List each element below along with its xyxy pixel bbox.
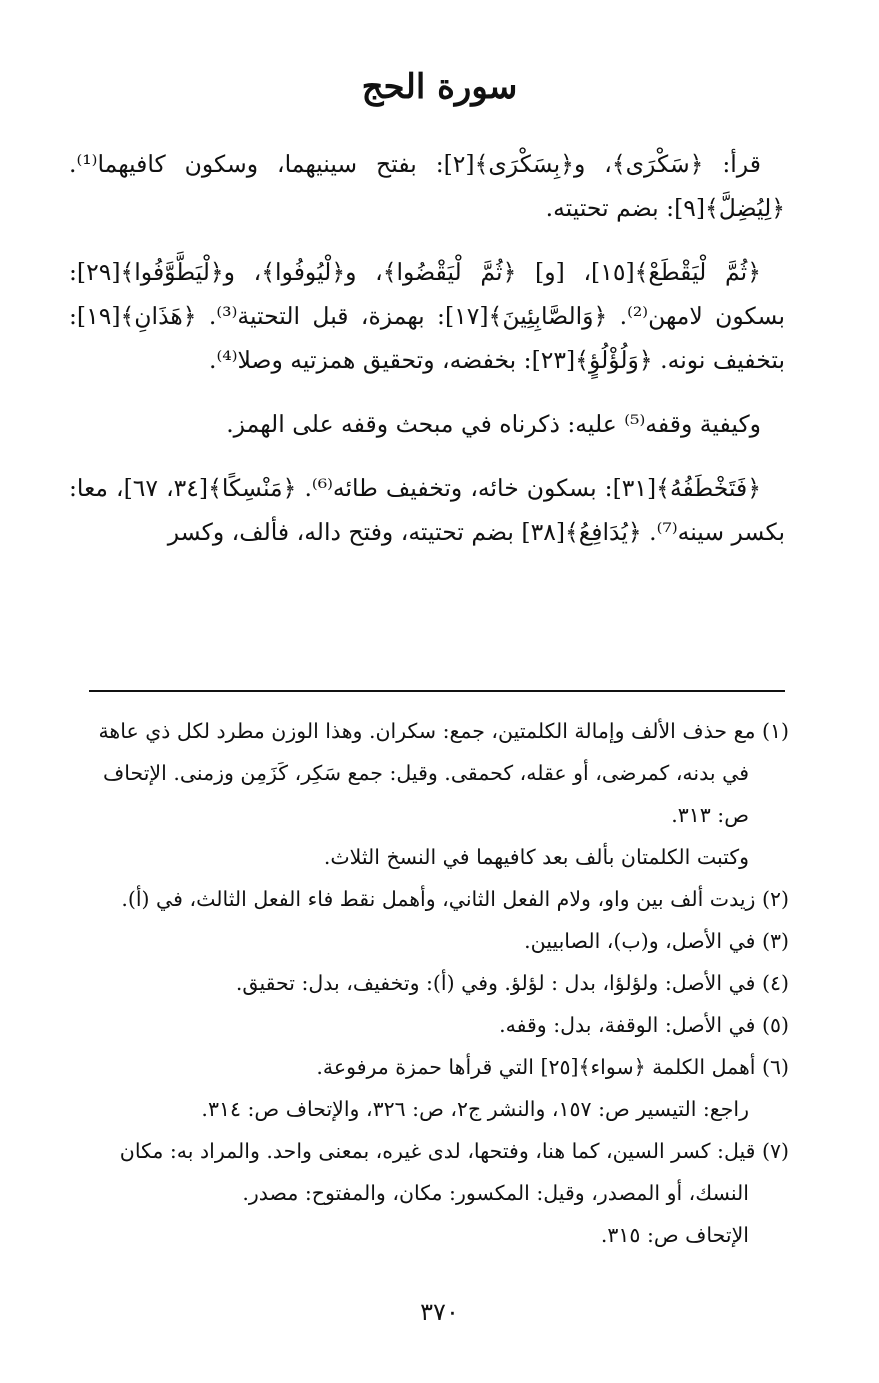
page-title: سورة الحج	[361, 67, 518, 107]
footnote-1-continued: وكتبت الكلمتان بألف بعد كافيهما في النسخ الثلاث.	[323, 845, 749, 869]
footnote-5: (٥) في الأصل: الوقفة، بدل: وقفه.	[499, 1013, 789, 1037]
footnote-7-continued: الإتحاف ص: ٣١٥.	[600, 1223, 749, 1247]
paragraph-1: قرأ: ﴿سَكْرَى﴾، و﴿بِسَكْرَى﴾[٢]: بفتح سينيهما، وسكون كافيهما⁽¹⁾. ﴿لِيُضِلَّ﴾[٩]: بضم تحتيته.	[69, 150, 785, 222]
footnotes	[69, 710, 789, 1256]
paragraph-4: ﴿فَتَخْطَفُهُ﴾[٣١]: بسكون خائه، وتخفيف طائه⁽⁶⁾. ﴿مَنْسِكًا﴾[٣٤، ٦٧]، معا: بكسر سينه⁽⁷⁾. ﴿يُدَافِعُ﴾[٣٨] بضم تحتيته، وفتح داله، فألف، وكسر	[69, 474, 785, 546]
paragraph-3: وكيفية وقفه⁽⁵⁾ عليه: ذكرناه في مبحث وقفه على الهمز.	[226, 410, 761, 438]
footnote-1: (١) مع حذف الألف وإمالة الكلمتين، جمع: سكران. وهذا الوزن مطرد لكل ذي عاهة في بدنه، كمرضى، أو عقله، كحمقى. وقيل: جمع سَكِر، كَزَمِن وزمنى. الإتحاف ص: ٣١٣.	[98, 719, 789, 827]
footnote-4: (٤) في الأصل: ولؤلؤا، بدل : لؤلؤ. وفي (أ): وتخفيف، بدل: تحقيق.	[235, 971, 789, 995]
footnote-3: (٣) في الأصل، و(ب)، الصابيين.	[524, 929, 789, 953]
page-number: ٣٧٠	[420, 1298, 459, 1326]
paragraph-2: ﴿ثُمَّ لْيَقْطَعْ﴾[١٥]، [و] ﴿ثُمَّ لْيَقْضُوا﴾، و﴿لْيُوفُوا﴾، و﴿لْيَطَّوَّفُوا﴾[٢٩]: بسكون لامهن⁽²⁾. ﴿وَالصَّابِئِينَ﴾[١٧]: بهمزة، قبل التحتية⁽³⁾. ﴿هَذَانِ﴾[١٩]: بتخفيف نونه. ﴿وَلُؤْلُؤٍ﴾[٢٣]: بخفضه، وتحقيق همزتيه وصلا⁽⁴⁾.	[69, 258, 785, 374]
main-text	[69, 142, 785, 574]
footnote-6: (٦) أهمل الكلمة ﴿سواء﴾[٢٥] التي قرأها حمزة مرفوعة.	[316, 1055, 789, 1079]
footnote-6-continued: راجع: التيسير ص: ١٥٧، والنشر ج٢، ص: ٣٢٦، والإتحاف ص: ٣١٤.	[201, 1097, 749, 1121]
footnote-divider	[89, 690, 785, 692]
footnote-7: (٧) قيل: كسر السين، كما هنا، وفتحها، لدى غيره، بمعنى واحد. والمراد به: مكان النسك، أو المصدر، وقيل: المكسور: مكان، والمفتوح: مصدر.	[119, 1139, 789, 1205]
footnote-2: (٢) زيدت ألف بين واو، ولام الفعل الثاني، وأهمل نقط فاء الفعل الثالث، في (أ).	[121, 887, 789, 911]
